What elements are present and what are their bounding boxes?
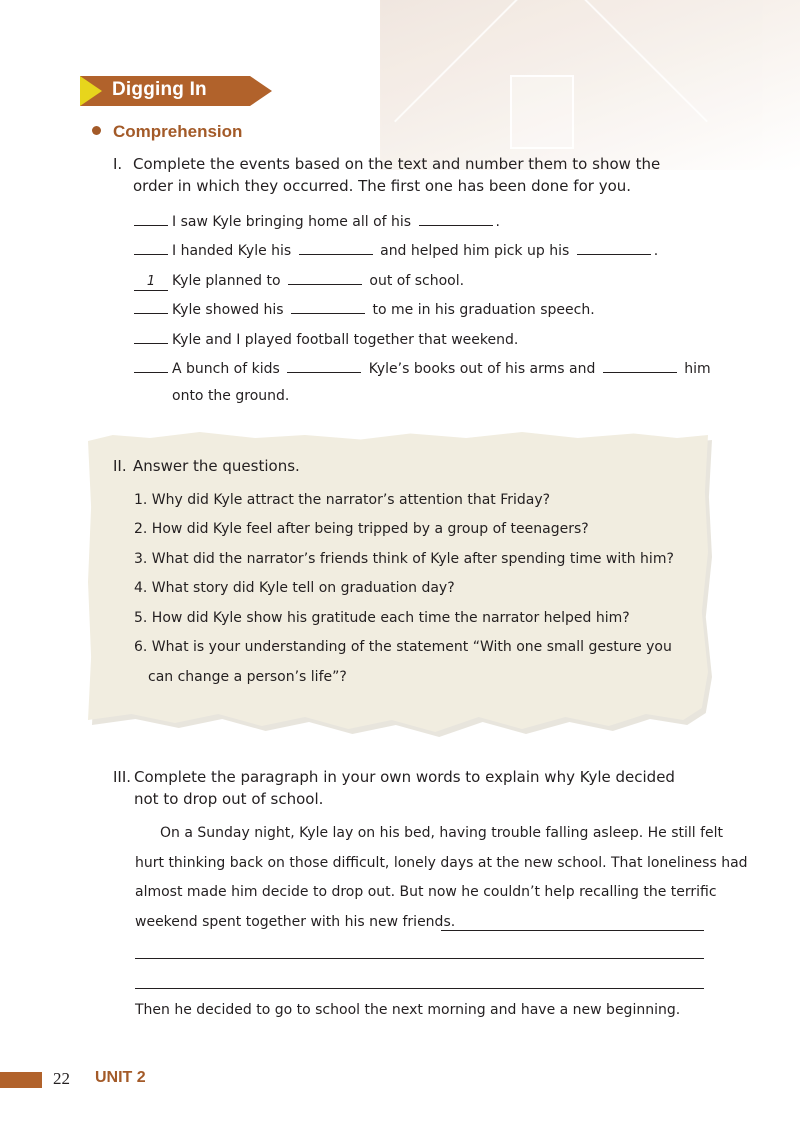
question-item: 2. How did Kyle feel after being tripped by a group of teenagers? — [134, 521, 589, 537]
answer-blank[interactable] — [419, 211, 493, 226]
event-row: 1 Kyle planned to out of school. — [134, 270, 464, 291]
event-row: I saw Kyle bringing home all of his . — [134, 211, 500, 230]
answer-blank[interactable] — [577, 240, 651, 255]
section-banner — [80, 76, 272, 106]
answer-blank[interactable] — [603, 358, 677, 373]
closing-line: Then he decided to go to school the next morning and have a new beginning. — [135, 1002, 681, 1018]
event-row: A bunch of kids Kyle’s books out of his arms and him — [134, 358, 711, 377]
order-blank[interactable] — [134, 329, 168, 344]
paragraph-line: almost made him decide to drop out. But now he couldn’t help recalling the terrific — [135, 884, 717, 900]
event-row: Kyle showed his to me in his graduation speech. — [134, 299, 595, 318]
answer-blank[interactable] — [288, 270, 362, 285]
writing-line[interactable] — [135, 988, 704, 989]
banner-label: Digging In — [112, 79, 207, 100]
event-row-continuation: onto the ground. — [172, 388, 290, 404]
answer-blank[interactable] — [287, 358, 361, 373]
order-blank[interactable] — [134, 240, 168, 255]
order-blank[interactable] — [134, 358, 168, 373]
part2-instruction: Answer the questions. — [133, 457, 300, 475]
paragraph-line: weekend spent together with his new friends. — [135, 914, 456, 930]
writing-line[interactable] — [135, 958, 704, 959]
question-item: 5. How did Kyle show his gratitude each time the narrator helped him? — [134, 610, 630, 626]
part3-heading: III. Complete the paragraph in your own words to explain why Kyle decided not to drop out of school. — [113, 766, 704, 810]
order-blank[interactable] — [134, 299, 168, 314]
question-item: 6. What is your understanding of the statement “With one small gesture you — [134, 639, 672, 655]
paragraph-line: On a Sunday night, Kyle lay on his bed, having trouble falling asleep. He still felt — [160, 825, 724, 841]
section-title: Comprehension — [92, 122, 242, 142]
question-item: 1. Why did Kyle attract the narrator’s attention that Friday? — [134, 492, 551, 508]
writing-line[interactable] — [441, 930, 704, 931]
answer-blank[interactable] — [299, 240, 373, 255]
order-blank[interactable] — [134, 211, 168, 226]
part2-heading: II. Answer the questions. — [113, 455, 703, 477]
answer-blank[interactable] — [291, 299, 365, 314]
part3-instruction: Complete the paragraph in your own words to explain why Kyle decided not to drop out of school. — [134, 768, 675, 808]
header-background-art — [380, 0, 800, 170]
page-number: 22 — [53, 1069, 70, 1088]
question-item-continuation: can change a person’s life”? — [148, 669, 347, 685]
part1-heading: I. Complete the events based on the text and number them to show the order in which they occurred. The first one has been done for you. — [113, 153, 703, 197]
window-outline — [510, 75, 574, 149]
question-item: 4. What story did Kyle tell on graduation day? — [134, 580, 455, 596]
unit-label: UNIT 2 — [95, 1069, 146, 1086]
banner-play-icon — [80, 76, 102, 106]
event-row: Kyle and I played football together that weekend. — [134, 329, 518, 348]
part1-instruction: Complete the events based on the text and number them to show the order in which they occurred. The first one has been done for you. — [133, 155, 661, 195]
order-blank-filled: 1 — [134, 276, 168, 291]
bullet-icon — [92, 126, 101, 135]
paragraph-line: hurt thinking back on those difficult, lonely days at the new school. That loneliness had — [135, 855, 748, 871]
event-row: I handed Kyle his and helped him pick up his . — [134, 240, 658, 259]
footer-accent-bar — [0, 1072, 42, 1088]
question-item: 3. What did the narrator’s friends think of Kyle after spending time with him? — [134, 551, 674, 567]
